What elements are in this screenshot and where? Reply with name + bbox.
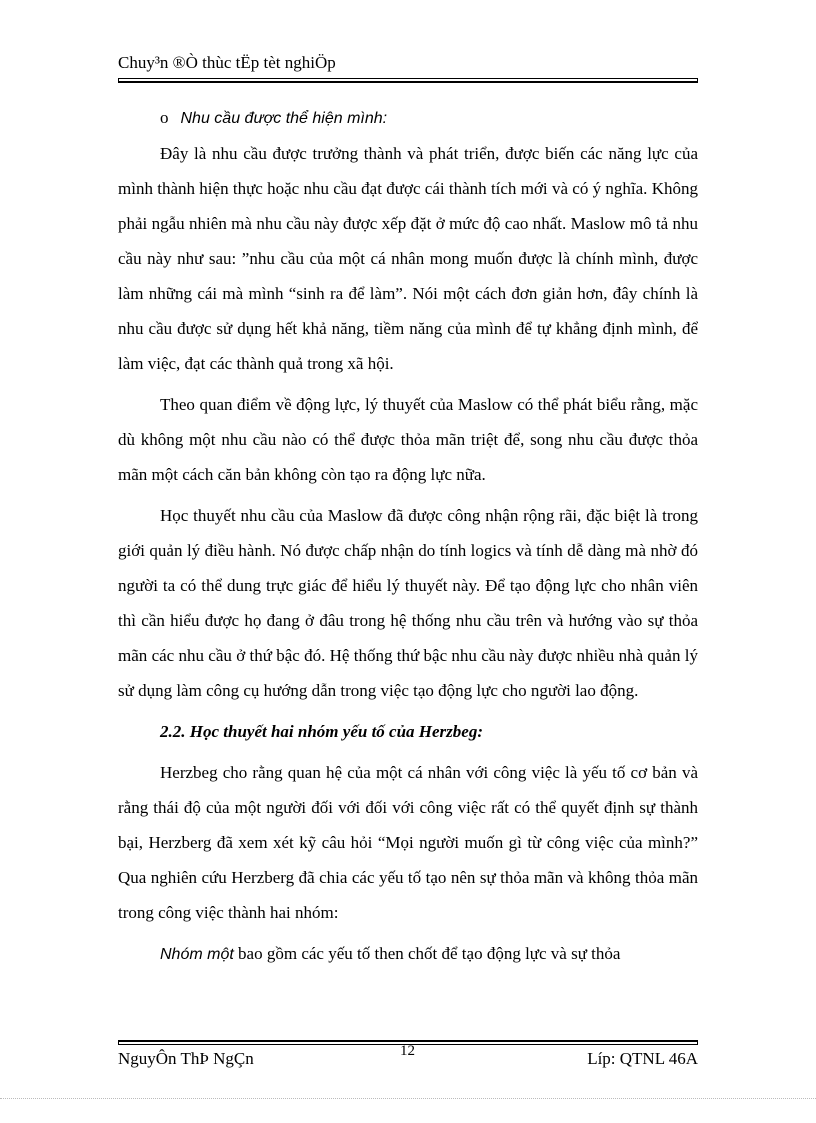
paragraph-last: [118, 936, 698, 972]
bullet-text: Nhu cầu được thể hiện mình:: [180, 110, 388, 127]
italic-lead: Nhóm một: [160, 946, 234, 963]
last-paragraph-text: bao gồm các yếu tố then chốt để tạo động lực và sự thỏa: [233, 944, 621, 963]
section-heading: 2.2. Học thuyết hai nhóm yếu tố của Herzbeg:: [160, 722, 483, 741]
page-header: [118, 52, 698, 79]
document-body: [118, 100, 698, 978]
bullet-mark: o: [160, 108, 169, 127]
footer-author: NguyÔn ThÞ NgÇn: [118, 1049, 254, 1068]
page-number: 12: [400, 1043, 415, 1059]
page-footer: [118, 1044, 698, 1071]
page-break-line: [0, 1098, 816, 1099]
header-title: Chuy³n ®Ò thùc tËp tèt nghiÖp: [118, 53, 336, 72]
footer-class: Líp: QTNL 46A: [587, 1049, 698, 1068]
paragraph-herzberg: Herzbeg cho rằng quan hệ của một cá nhân với công việc là yếu tố cơ bản và rằng thái độ của một người đối với đối với công việc rất có thể quyết định sự thành bại, Herzberg đã xem xét kỹ câu hỏi “Mọi người muốn gì từ công việc của mình?” Qua nghiên cứu Herzberg đã chia các yếu tố tạo nên sự thỏa mãn và không thỏa mãn trong công việc thành hai nhóm:: [118, 763, 698, 922]
bullet-item: [118, 100, 698, 136]
paragraph-1: Đây là nhu cầu được trưởng thành và phát triển, được biến các năng lực của mình thành hiện thực hoặc nhu cầu đạt được cái thành tích mới và có ý nghĩa. Không phải ngẫu nhiên mà nhu cầu này được xếp đặt ở mức độ cao nhất. Maslow mô tả nhu cầu này như sau: ”nhu cầu của một cá nhân mong muốn được là chính mình, được làm những cái mà mình “sinh ra để làm”. Nói một cách đơn giản hơn, đây chính là nhu cầu được sử dụng hết khả năng, tiềm năng của mình để tự khẳng định mình, để làm việc, đạt các thành quả trong xã hội.: [118, 144, 698, 373]
paragraph-2: Theo quan điểm về động lực, lý thuyết của Maslow có thể phát biểu rằng, mặc dù không một nhu cầu nào có thể được thỏa mãn triệt để, song nhu cầu được thỏa mãn một cách căn bản không còn tạo ra động lực nữa.: [118, 395, 698, 484]
paragraph-3: Học thuyết nhu cầu của Maslow đã được công nhận rộng rãi, đặc biệt là trong giới quản lý điều hành. Nó được chấp nhận do tính logics và tính dễ dàng mà nhờ đó người ta có thể dung trực giác để hiểu lý thuyết này. Để tạo động lực cho nhân viên thì cần hiểu được họ đang ở đâu trong hệ thống nhu cầu trên và hướng vào sự thỏa mãn các nhu cầu ở thứ bậc đó. Hệ thống thứ bậc nhu cầu này được nhiều nhà quản lý sử dụng làm công cụ hướng dẫn trong việc tạo động lực cho người lao động.: [118, 506, 698, 700]
